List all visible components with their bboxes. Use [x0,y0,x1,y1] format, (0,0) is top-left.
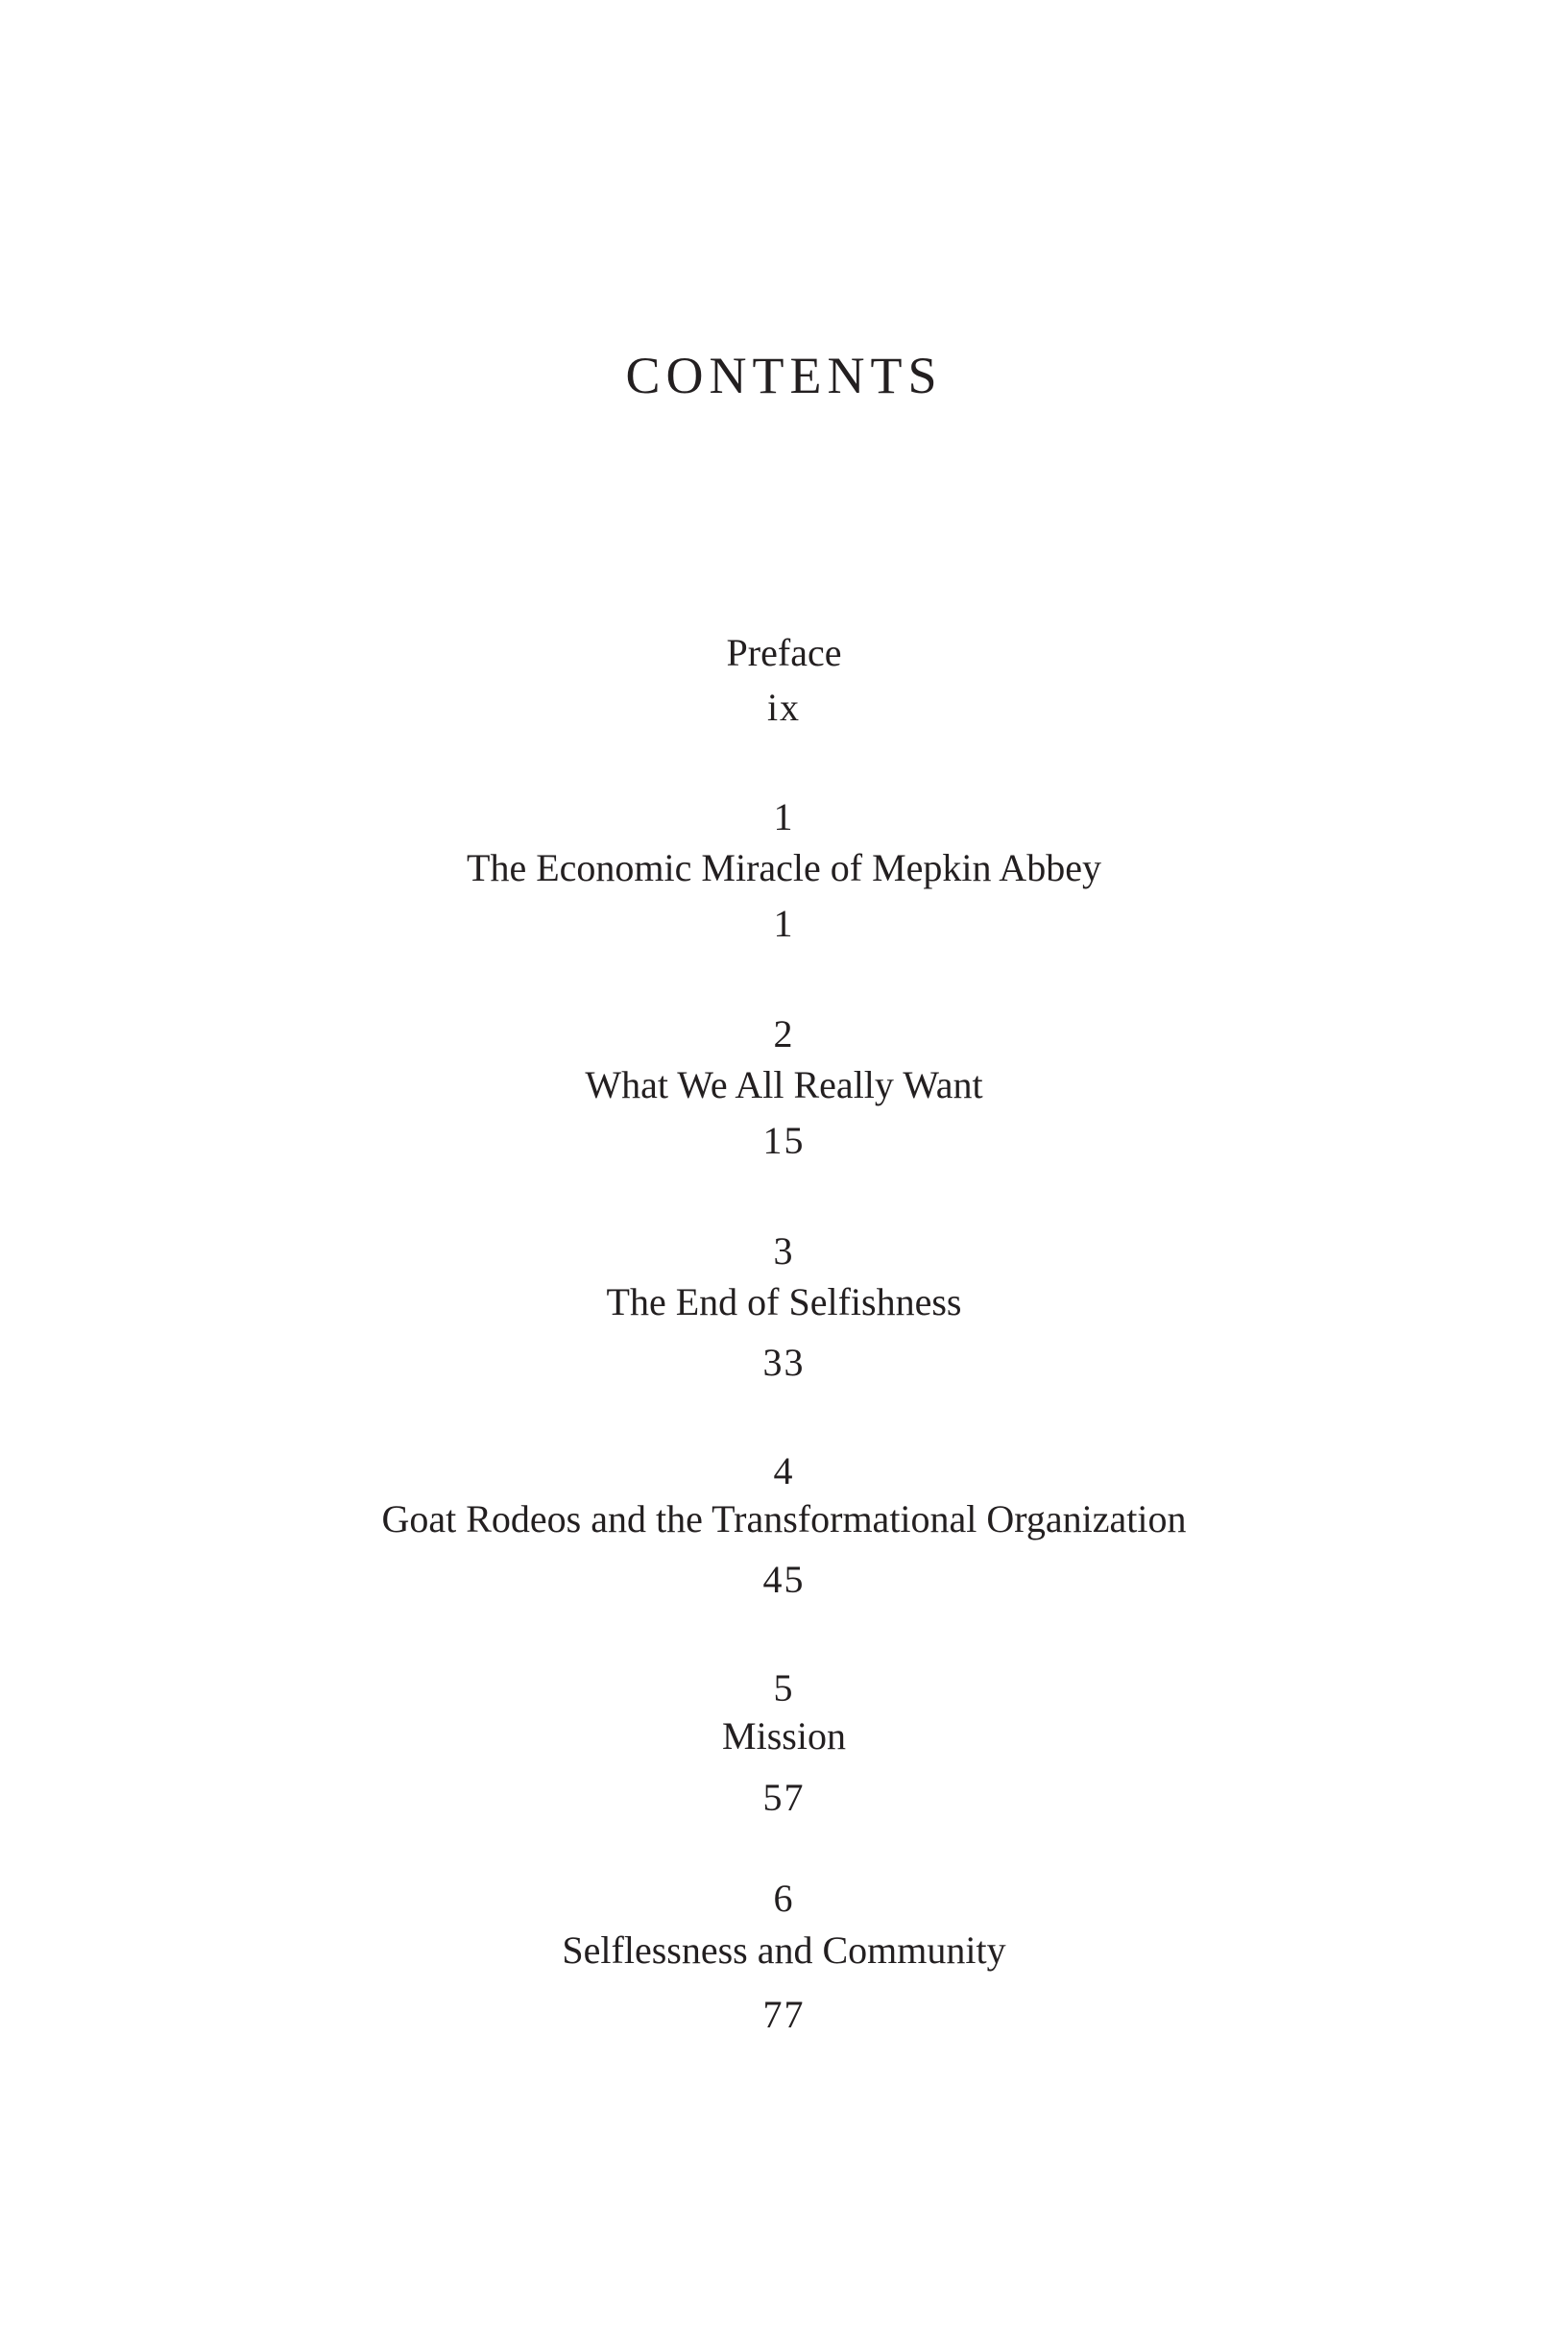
chapter-6-page: 77 [762,1993,806,2036]
chapter-1-number: 1 [773,795,795,838]
chapter-6-number: 6 [773,1877,795,1920]
chapter-6-title: Selflessness and Community [562,1928,1006,1972]
page-title: CONTENTS [625,347,943,404]
chapter-3-title: The End of Selfishness [606,1280,962,1323]
chapter-5-page: 57 [762,1776,806,1819]
preface-page: ix [766,686,802,729]
chapter-3-page: 33 [762,1341,806,1384]
chapter-5-number: 5 [773,1666,795,1709]
chapter-2-page: 15 [762,1119,806,1162]
chapter-3-number: 3 [773,1229,795,1273]
chapter-4-number: 4 [773,1449,795,1492]
chapter-4-title: Goat Rodeos and the Transformational Organization [381,1497,1187,1540]
chapter-1-page: 1 [773,902,795,945]
preface-title: Preface [726,631,842,674]
chapter-2-title: What We All Really Want [585,1063,983,1106]
chapter-4-page: 45 [762,1558,806,1601]
chapter-1-title: The Economic Miracle of Mepkin Abbey [467,846,1101,889]
chapter-2-number: 2 [773,1012,795,1055]
chapter-5-title: Mission [722,1714,846,1758]
